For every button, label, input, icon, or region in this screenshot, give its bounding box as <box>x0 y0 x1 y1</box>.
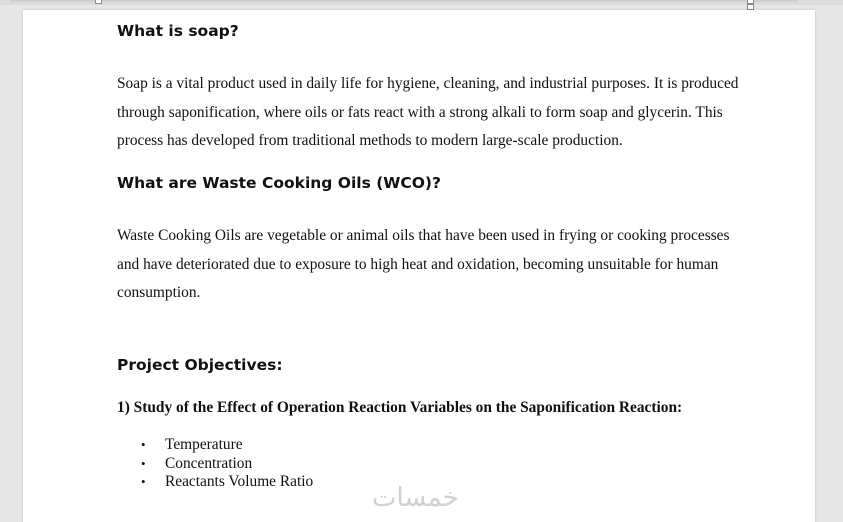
list-item-text: Reactants Volume Ratio <box>165 473 314 490</box>
paragraph-line: process has developed from traditional methods to modern large-scale production. <box>117 132 623 149</box>
list-item-text: Concentration <box>165 454 253 472</box>
list-item-text: Temperature <box>165 436 243 453</box>
bullet-icon: • <box>141 437 146 452</box>
paragraph-line: through saponification, where oils or fats react with a strong alkali to form soap and glycerin. This <box>117 103 723 121</box>
variables-list <box>117 436 313 492</box>
heading-what-is-soap: What is soap? <box>117 22 239 40</box>
heading-waste-cooking-oils: What are Waste Cooking Oils (WCO)? <box>117 174 442 192</box>
paragraph-line: and have deteriorated due to exposure to high heat and oxidation, becoming unsuitable for human <box>117 255 719 273</box>
watermark-logo: خمسات <box>372 483 459 513</box>
paragraph-line: consumption. <box>117 284 201 301</box>
list-item <box>117 455 313 474</box>
paragraph-soap <box>117 70 777 156</box>
ruler-bar <box>10 0 798 2</box>
document-page[interactable] <box>23 10 815 522</box>
paragraph-line: Soap is a vital product used in daily life for hygiene, cleaning, and industrial purposes. It is produced <box>117 75 739 92</box>
paragraph-wco <box>117 222 777 308</box>
list-item <box>117 473 313 492</box>
bullet-icon: • <box>141 455 146 471</box>
bullet-icon: • <box>141 474 146 489</box>
list-item <box>117 436 313 455</box>
left-indent-marker[interactable] <box>95 0 102 4</box>
objective-1-heading: 1) Study of the Effect of Operation Reaction Variables on the Saponification Reaction: <box>117 399 683 416</box>
paragraph-line: Waste Cooking Oils are vegetable or animal oils that have been used in frying or cooking processes <box>117 227 730 244</box>
heading-project-objectives: Project Objectives: <box>117 356 283 374</box>
top-ruler <box>0 0 843 5</box>
